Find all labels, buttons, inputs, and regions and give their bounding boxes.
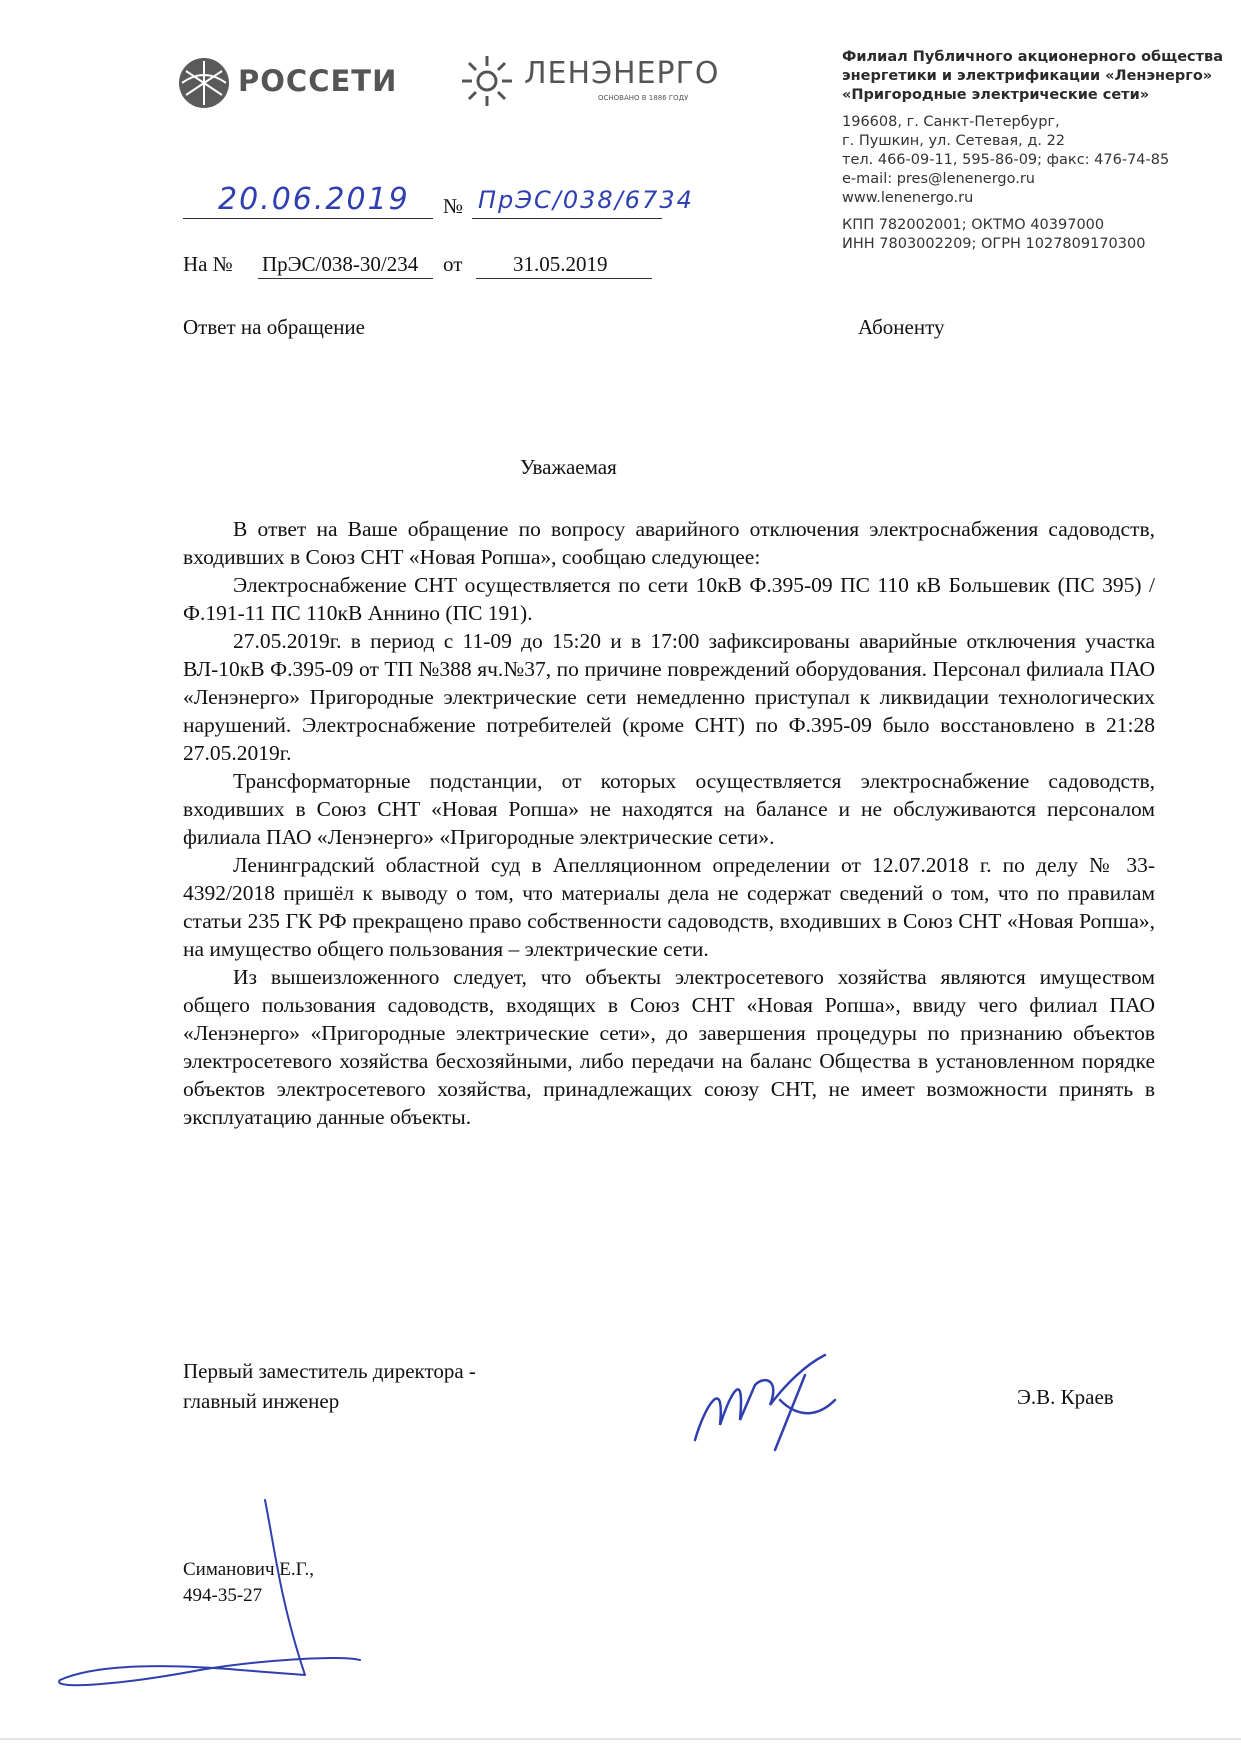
lenenergo-logo — [458, 50, 720, 112]
body-paragraph: Трансформаторные подстанции, от которых осуществляется электроснабжение садоводств, входивших в Союз СНТ «Новая Ропша» не находятся на балансе и не обслуживаются персоналом филиала ПАО «Ленэнерго» «Пригородные электрические сети». — [183, 769, 1155, 849]
outgoing-date: 20.06.2019 — [218, 182, 410, 217]
outgoing-number-label: № — [443, 194, 464, 218]
signatory-position-line: главный инженер — [183, 1389, 340, 1413]
outgoing-number: ПрЭС/038/6734 — [478, 186, 694, 214]
org-codes-line: КПП 782002001; ОКТМО 40397000 — [842, 217, 1105, 233]
organization-block — [842, 48, 1232, 254]
lenenergo-wordmark: ЛЕНЭНЕРГО — [524, 56, 720, 91]
incoming-date-underline — [476, 278, 652, 279]
outgoing-date-underline — [183, 218, 433, 219]
signatory-position — [183, 1356, 476, 1416]
org-website-line: www.lenenergo.ru — [842, 190, 974, 206]
org-email-line: e-mail: pres@lenenergo.ru — [842, 171, 1035, 187]
incoming-label: На № — [183, 252, 233, 276]
org-name-line: энергетики и электрификации «Ленэнерго» — [842, 68, 1213, 84]
body-paragraph: 27.05.2019г. в период с 11-09 до 15:20 и в 17:00 зафиксированы аварийные отключения участка ВЛ-10кВ Ф.395-09 от ТП №388 яч.№37, по причине повреждений оборудования. Персонал филиала ПАО «Ленэнерго» Пригородные электрические сети немедленно приступал к ликвидации технологических нарушений. Электроснабжение потребителей (кроме СНТ) по Ф.395-09 было восстановлено в 21:28 27.05.2019г. — [183, 629, 1155, 765]
letter-body — [183, 515, 1155, 1131]
lenenergo-sun-icon — [458, 52, 516, 110]
letter-subject: Ответ на обращение — [183, 315, 365, 339]
org-name-line: Филиал Публичного акционерного общества — [842, 49, 1223, 65]
org-phone-line: тел. 466-09-11, 595-86-09; факс: 476-74-85 — [842, 152, 1170, 168]
executor-initial-mark — [40, 1490, 370, 1690]
incoming-date: 31.05.2019 — [513, 252, 608, 276]
signatory-position-line: Первый заместитель директора - — [183, 1359, 476, 1383]
body-paragraph: Ленинградский областной суд в Апелляционном определении от 12.07.2018 г. по делу № 33-4392/2018 пришёл к выводу о том, что материалы дела не содержат сведений о том, что по правилам статьи 235 ГК РФ прекращено право собственности садоводств, входивших в Союз СНТ «Новая Ропша», на имущество общего пользования – электрические сети. — [183, 853, 1155, 961]
body-paragraph: В ответ на Ваше обращение по вопросу аварийного отключения электроснабжения садоводств, входивших в Союз СНТ «Новая Ропша», сообщаю следующее: — [183, 517, 1155, 569]
org-address-line: г. Пушкин, ул. Сетевая, д. 22 — [842, 133, 1066, 149]
rosseti-emblem-icon — [178, 57, 230, 109]
salutation: Уважаемая — [520, 455, 617, 479]
body-paragraph: Электроснабжение СНТ осуществляется по сети 10кВ Ф.395-09 ПС 110 кВ Большевик (ПС 395) / Ф.191-11 ПС 110кВ Аннино (ПС 191). — [183, 573, 1155, 625]
org-codes-line: ИНН 7803002209; ОГРН 1027809170300 — [842, 236, 1146, 252]
signatory-name: Э.В. Краев — [1017, 1385, 1114, 1409]
handwritten-signature — [685, 1345, 875, 1455]
rosseti-logo — [178, 52, 398, 114]
org-address-line: 196608, г. Санкт-Петербург, — [842, 114, 1060, 130]
org-name-line: «Пригородные электрические сети» — [842, 87, 1150, 103]
outgoing-number-underline — [472, 218, 662, 219]
rosseti-wordmark: РОССЕТИ — [238, 64, 398, 98]
incoming-from-label: от — [443, 252, 463, 276]
incoming-number: ПрЭС/038-30/234 — [262, 252, 419, 276]
page-bottom-edge — [0, 1738, 1241, 1740]
letter-recipient: Абоненту — [858, 315, 945, 339]
executor-phone: 494-35-27 — [183, 1585, 263, 1606]
executor-name: Симанович Е.Г., — [183, 1559, 314, 1580]
body-paragraph: Из вышеизложенного следует, что объекты электросетевого хозяйства являются имуществом общего пользования садоводств, входящих в Союз СНТ «Новая Ропша», ввиду чего филиал ПАО «Ленэнерго» «Пригородные электрические сети», до завершения процедуры по признанию объектов электросетевого хозяйства бесхозяйными, либо передачи на баланс Общества в установленном порядке объектов электросетевого хозяйства, принадлежащих союзу СНТ, не имеет возможности принять в эксплуатацию данные объекты. — [183, 965, 1155, 1129]
incoming-number-underline — [258, 278, 433, 279]
lenenergo-founded: ОСНОВАНО В 1886 ГОДУ — [598, 94, 689, 102]
